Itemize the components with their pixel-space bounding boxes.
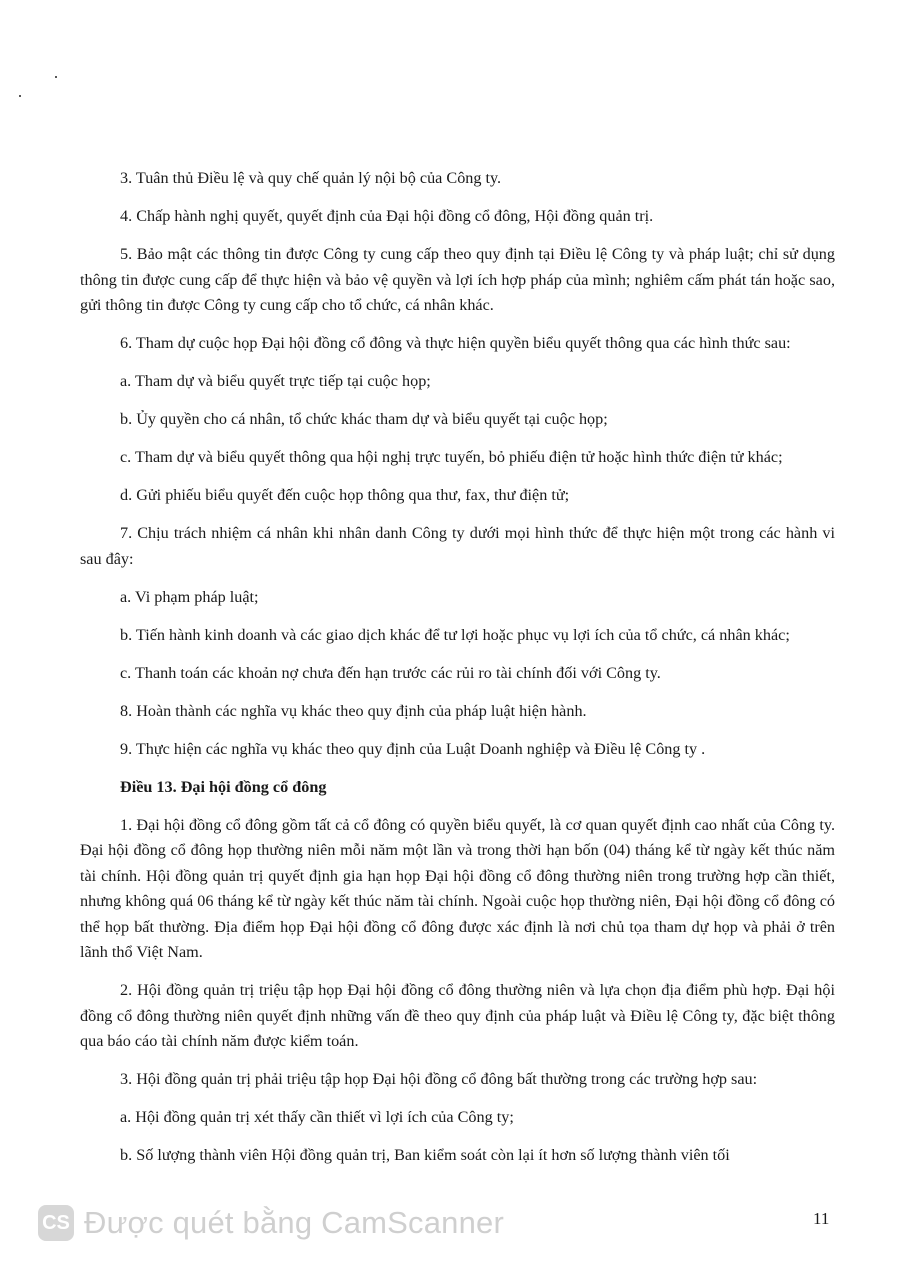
camscanner-logo-icon: CS	[38, 1205, 74, 1241]
paragraph: a. Hội đồng quản trị xét thấy cần thiết vì lợi ích của Công ty;	[120, 1108, 514, 1126]
paragraph: 5. Bảo mật các thông tin được Công ty cung cấp theo quy định tại Điều lệ Công ty và pháp luật; chỉ sử dụng thông tin được cung cấp để thực hiện và bảo vệ quyền và lợi ích hợp pháp của mình; nghiêm cấm phát tán hoặc sao, gửi thông tin được Công ty cung cấp cho tổ chức, cá nhân khác.	[80, 245, 835, 314]
paragraph: a. Vi phạm pháp luật;	[120, 587, 259, 606]
scan-speck	[55, 76, 57, 78]
paragraph: 7. Chịu trách nhiệm cá nhân khi nhân danh Công ty dưới mọi hình thức để thực hiện một trong các hành vi sau đây:	[80, 524, 835, 568]
paragraph: 8. Hoàn thành các nghĩa vụ khác theo quy định của pháp luật hiện hành.	[120, 701, 587, 720]
watermark-text: Được quét bằng CamScanner	[84, 1205, 505, 1240]
paragraph: 9. Thực hiện các nghĩa vụ khác theo quy định của Luật Doanh nghiệp và Điều lệ Công ty .	[120, 739, 706, 758]
paragraph: c. Thanh toán các khoản nợ chưa đến hạn trước các rủi ro tài chính đối với Công ty.	[120, 663, 661, 682]
paragraph: 3. Hội đồng quản trị phải triệu tập họp Đại hội đồng cổ đông bất thường trong các trường hợp sau:	[120, 1070, 758, 1088]
camscanner-watermark	[38, 1205, 504, 1241]
paragraph: 4. Chấp hành nghị quyết, quyết định của Đại hội đồng cổ đông, Hội đồng quản trị.	[120, 207, 654, 225]
paragraph: d. Gửi phiếu biểu quyết đến cuộc họp thông qua thư, fax, thư điện tử;	[120, 486, 570, 504]
paragraph: 2. Hội đồng quản trị triệu tập họp Đại hội đồng cổ đông thường niên và lựa chọn địa điểm phù hợp. Đại hội đồng cổ đông thường niên quyết định những vấn đề theo quy định của pháp luật và Điều lệ Công ty, đặc biệt thông qua báo cáo tài chính năm được kiểm toán.	[80, 981, 835, 1050]
paragraph: b. Số lượng thành viên Hội đồng quản trị, Ban kiểm soát còn lại ít hơn số lượng thành viên tối	[120, 1146, 730, 1164]
section-heading: Điều 13. Đại hội đồng cổ đông	[120, 777, 327, 796]
paragraph: 1. Đại hội đồng cổ đông gồm tất cả cổ đông có quyền biểu quyết, là cơ quan quyết định cao nhất của Công ty. Đại hội đồng cổ đông họp thường niên mỗi năm một lần và trong thời hạn bốn (04) tháng kể từ ngày kết thúc năm tài chính. Hội đồng quản trị quyết định gia hạn họp Đại hội đồng cổ đông thường niên trong trường hợp cần thiết, nhưng không quá 06 tháng kể từ ngày kết thúc năm tài chính. Ngoài cuộc họp thường niên, Đại hội đồng cổ đông có thể họp bất thường. Địa điểm họp Đại hội đồng cổ đông được xác định là nơi chủ tọa tham dự họp và phải ở trên lãnh thổ Việt Nam.	[80, 815, 835, 961]
page-number: 11	[813, 1209, 830, 1228]
document-body	[80, 166, 835, 1181]
paragraph: 6. Tham dự cuộc họp Đại hội đồng cổ đông và thực hiện quyền biểu quyết thông qua các hình thức sau:	[120, 334, 791, 352]
paragraph: c. Tham dự và biểu quyết thông qua hội nghị trực tuyến, bỏ phiếu điện tử hoặc hình thức điện tử khác;	[120, 448, 783, 466]
paragraph: b. Tiến hành kinh doanh và các giao dịch khác để tư lợi hoặc phục vụ lợi ích của tổ chức, cá nhân khác;	[120, 625, 790, 644]
paragraph: 3. Tuân thủ Điều lệ và quy chế quản lý nội bộ của Công ty.	[120, 169, 502, 187]
scan-speck	[19, 95, 21, 97]
paragraph: b. Ủy quyền cho cá nhân, tổ chức khác tham dự và biểu quyết tại cuộc họp;	[120, 410, 608, 428]
paragraph: a. Tham dự và biểu quyết trực tiếp tại cuộc họp;	[120, 372, 431, 390]
